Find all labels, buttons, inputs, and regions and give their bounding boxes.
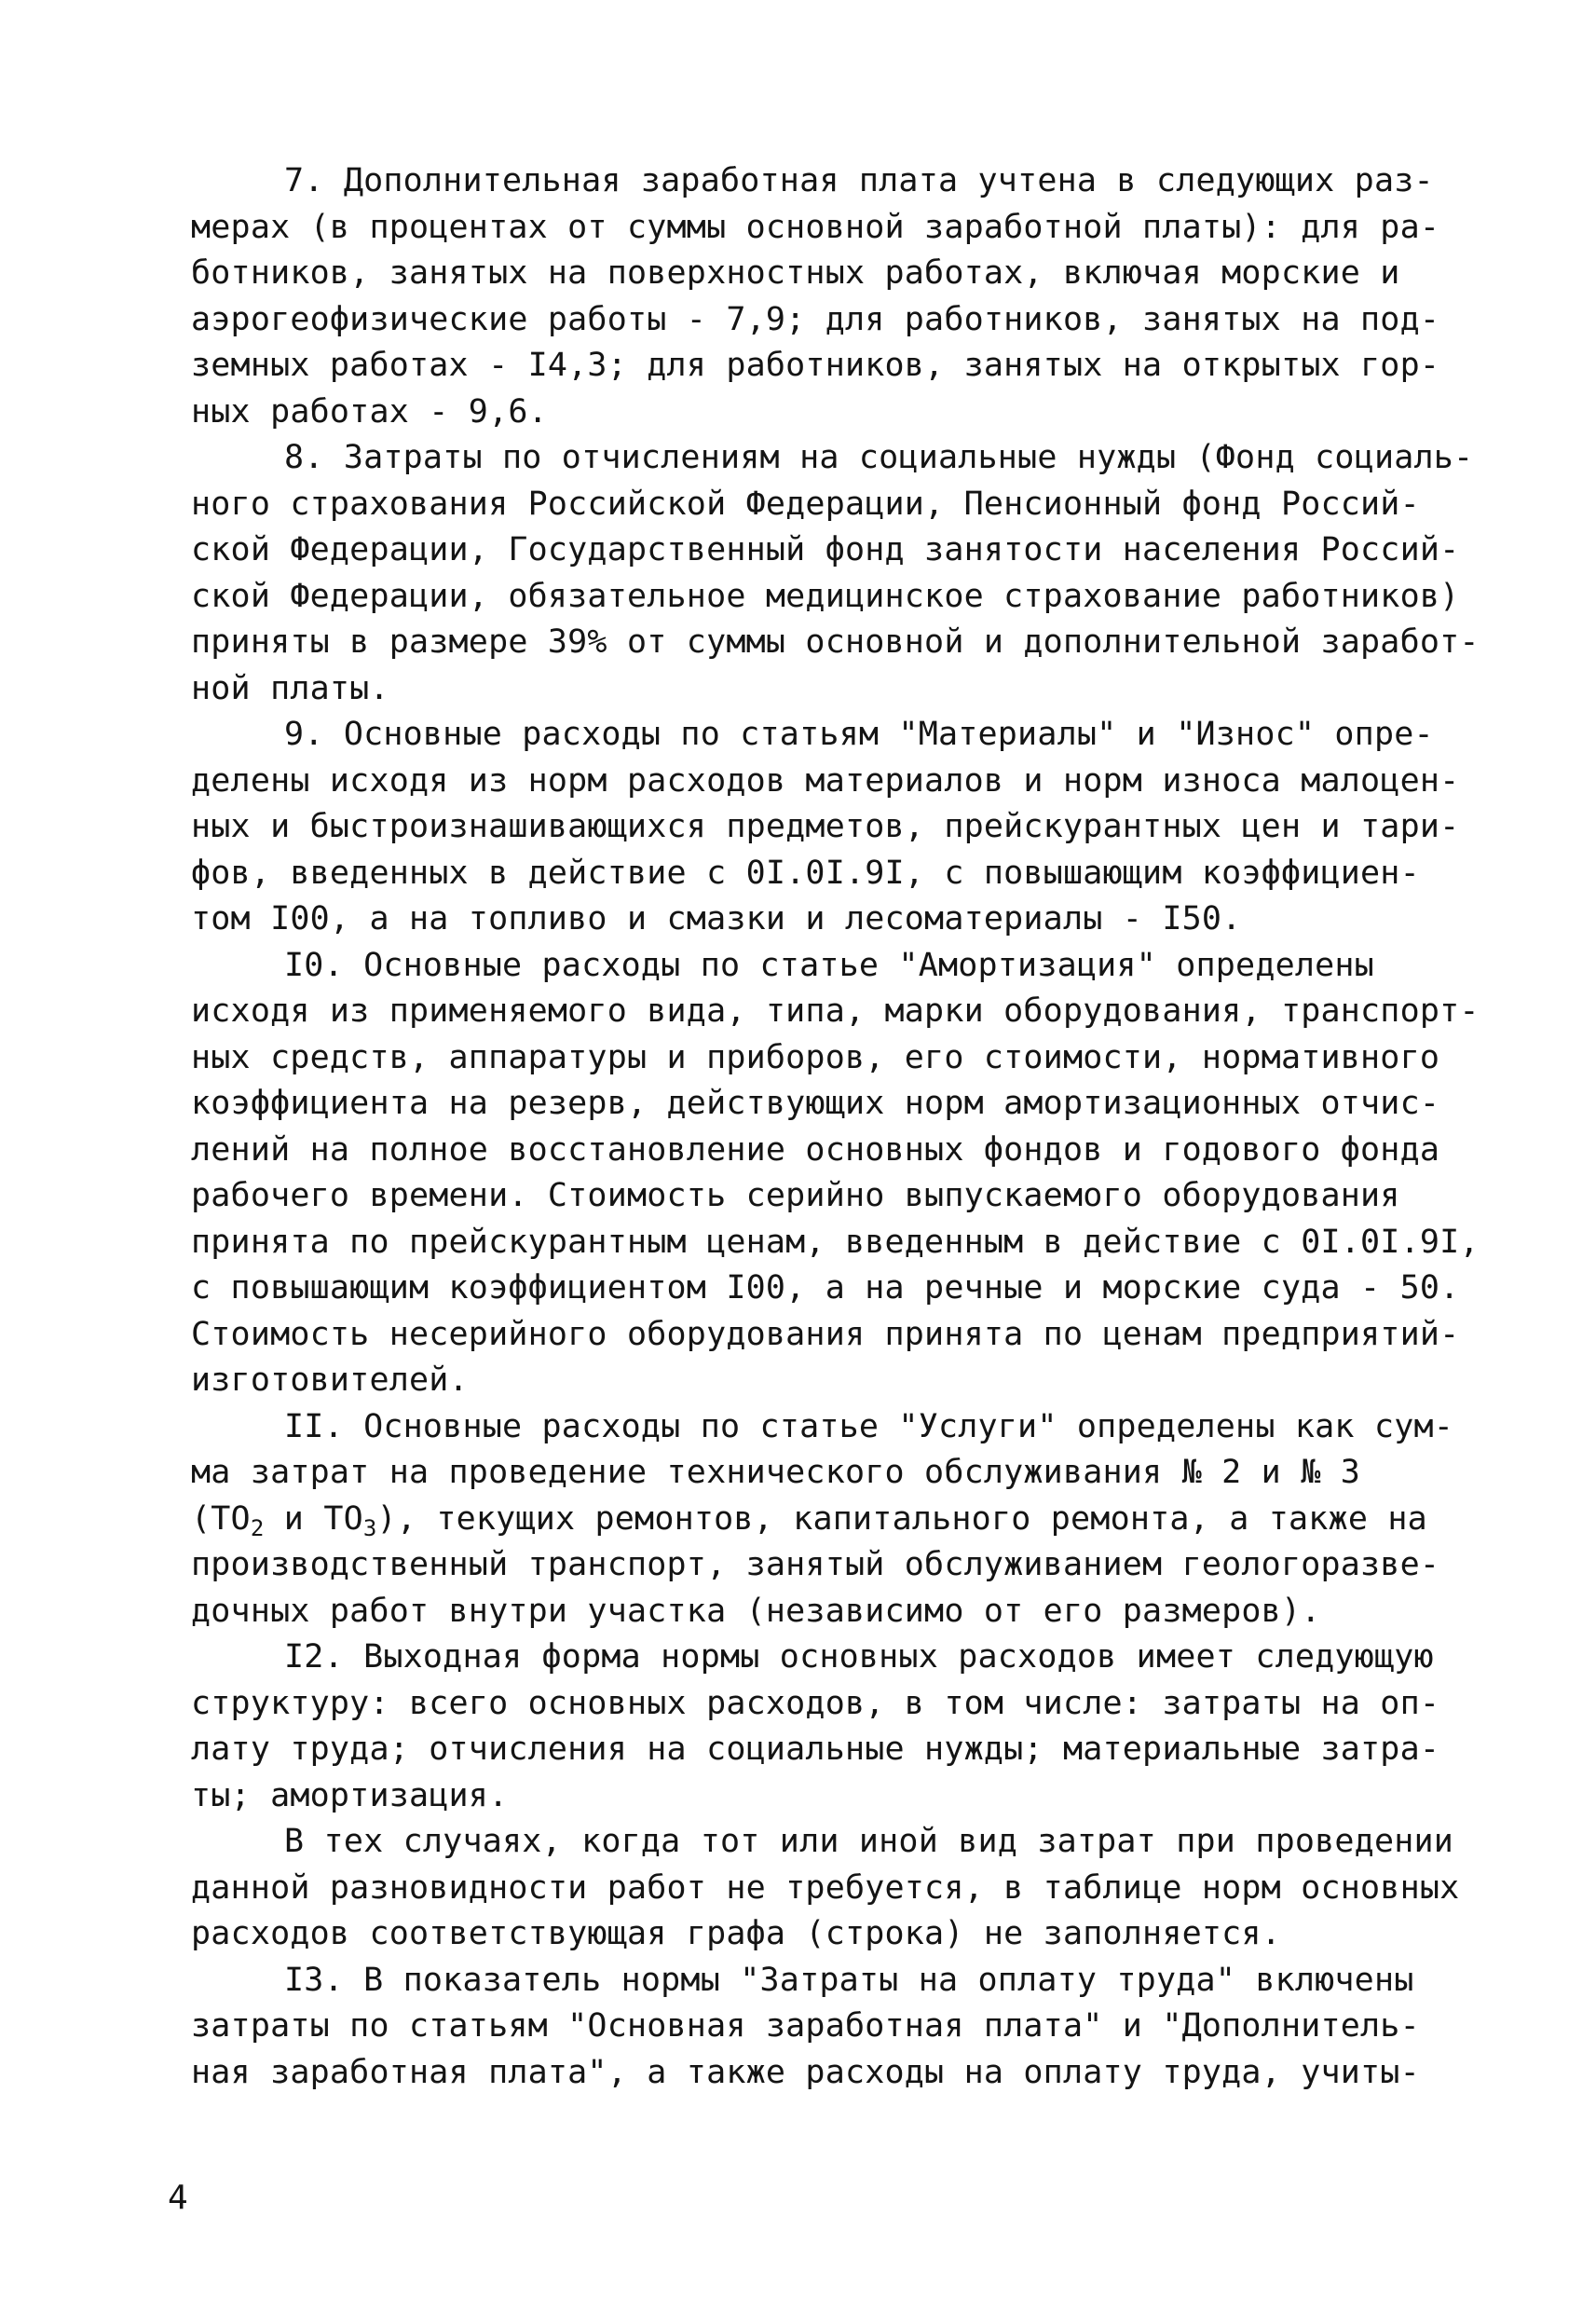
text-line: мерах (в процентах от суммы основной заработной платы): для ра- [191,208,1440,246]
text-line: I3. В показатель нормы "Затраты на оплату труда" включены [284,1961,1414,1999]
text-line: коэффициента на резерв, действующих норм амортизационных отчис- [191,1085,1440,1122]
text-line: ных и быстроизнашивающихся предметов, прейскурантных цен и тари- [191,808,1460,845]
text-line: фов, введенных в действие с 0I.0I.9I, с повышающим коэффициен- [191,854,1420,892]
text-line: I0. Основные расходы по статье "Амортизация" определены [284,946,1374,984]
paragraph-p13 [191,1958,1439,2097]
text-line: аэрогеофизические работы - 7,9; для работников, занятых на под- [191,300,1440,338]
paragraph-p11 [191,1404,1454,1635]
text-line: 8. Затраты по отчислениям на социальные нужды (Фонд социаль- [284,439,1474,476]
text-line: ного страхования Российской Федерации, Пенсионный фонд Россий- [191,485,1420,523]
text-line: делены исходя из норм расходов материалов и норм износа малоцен- [191,761,1460,800]
text-line: 7. Дополнительная заработная плата учтена в следующих раз- [284,162,1434,199]
paragraph-p12b [191,1819,1460,1958]
text-line: дочных работ внутри участка (независимо от его размеров). [191,1592,1321,1630]
text-line: II. Основные расходы по статье "Услуги" определены как сум- [284,1407,1454,1445]
text-line: ($TO_2$ и $TO_3$), текущих ремонтов, капитального ремонта, а также на [191,1499,1427,1541]
paragraph-p10 [191,943,1480,1404]
text-line: ной платы. [191,669,389,707]
text-line: ты; амортизация. [191,1776,509,1814]
paragraph-p12 [191,1635,1439,1819]
text-line: ботников, занятых на поверхностных работах, включая морские и [191,254,1400,292]
text-line: Стоимость несерийного оборудования принята по ценам предприятий- [191,1315,1460,1353]
text-line: В тех случаях, когда тот или иной вид затрат при проведении [284,1823,1454,1860]
text-line: приняты в размере 39% от суммы основной и дополнительной заработ- [191,623,1480,661]
text-line: ма затрат на проведение технического обслуживания № 2 и № 3 [191,1454,1361,1491]
text-line: затраты по статьям "Основная заработная плата" и "Дополнитель- [191,2007,1420,2045]
text-line: с повышающим коэффициентом I00, а на речные и морские суда - 50. [191,1269,1460,1306]
text-line: ных работах - 9,6. [191,392,548,431]
document-body [191,158,1480,2096]
text-line: изготовителей. [191,1361,469,1399]
text-line: рабочего времени. Стоимость серийно выпускаемого оборудования [191,1177,1400,1214]
text-line: лату труда; отчисления на социальные нужды; материальные затра- [191,1731,1440,1768]
text-line: производственный транспорт, занятый обслуживанием геологоразве- [191,1546,1440,1583]
text-line: расходов соответствующая графа (строка) не заполняется. [191,1915,1281,1952]
page-number: 4 [168,2179,188,2217]
text-line: земных работах - I4,3; для работников, занятых на открытых гор- [191,347,1440,384]
paragraph-p7 [191,158,1439,435]
paragraph-p8 [191,435,1480,712]
text-line: исходя из применяемого вида, типа, марки оборудования, транспорт- [191,992,1480,1030]
text-line: 9. Основные расходы по статьям "Материалы" и "Износ" опре- [284,716,1434,753]
text-line: I2. Выходная форма нормы основных расходов имеет следующую [284,1638,1434,1676]
text-line: структуру: всего основных расходов, в том числе: затраты на оп- [191,1684,1440,1722]
text-line: ской Федерации, обязательное медицинское страхование работников) [191,577,1460,615]
text-line: ных средств, аппаратуры и приборов, его стоимости, нормативного [191,1038,1440,1076]
text-line: данной разновидности работ не требуется, в таблице норм основных [191,1868,1460,1907]
paragraph-p9 [191,712,1460,943]
text-line: ная заработная плата", а также расходы на оплату труда, учиты- [191,2053,1420,2091]
text-line: лений на полное восстановление основных фондов и годового фонда [191,1130,1440,1169]
text-line: принята по прейскурантным ценам, введенным в действие с 0I.0I.9I, [191,1223,1480,1261]
text-line: ской Федерации, Государственный фонд занятости населения Россий- [191,531,1460,568]
text-line: том I00, а на топливо и смазки и лесоматериалы - I50. [191,900,1242,937]
